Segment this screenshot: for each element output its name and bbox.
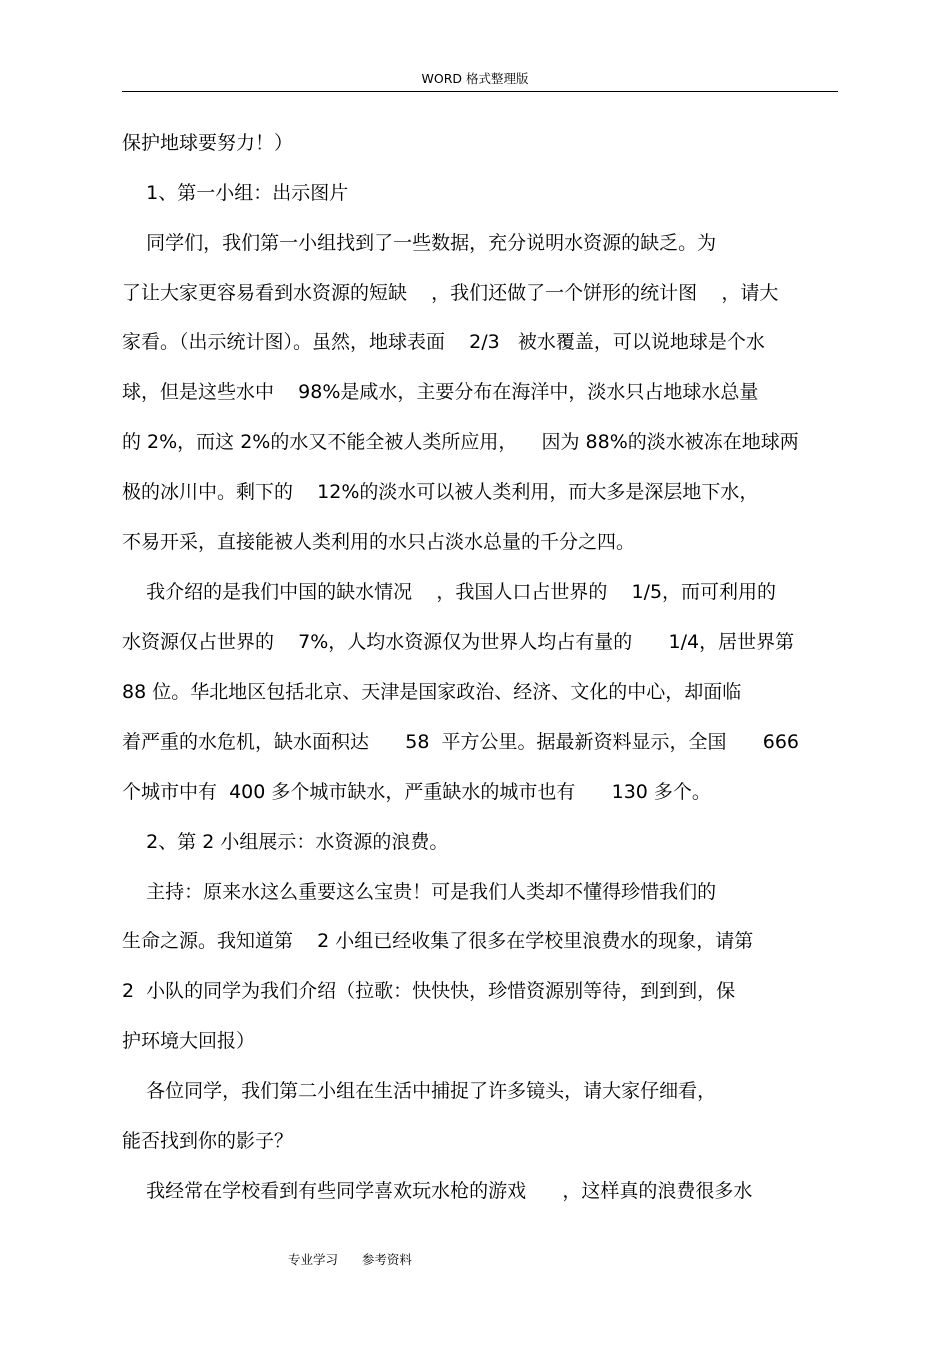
- text-line: 我经常在学校看到有些同学喜欢玩水枪的游戏 ，这样真的浪费很多水: [122, 1180, 753, 1202]
- text-line: 着严重的水危机，缺水面积达 58 平方公里。据最新资料显示，全国 666: [122, 731, 799, 753]
- page-footer: 专业学习 参考资料: [288, 1252, 412, 1267]
- text-line: 2、第 2 小组展示：水资源的浪费。: [122, 831, 449, 853]
- text-line: 水资源仅占世界的 7%，人均水资源仅为世界人均占有量的 1/4，居世界第: [122, 631, 795, 653]
- text-line: 不易开采，直接能被人类利用的水只占淡水总量的千分之四。: [122, 531, 636, 553]
- text-line: 生命之源。我知道第 2 小组已经收集了很多在学校里浪费水的现象，请第: [122, 930, 754, 952]
- text-line: 我介绍的是我们中国的缺水情况 ，我国人口占世界的 1/5，而可利用的: [122, 581, 777, 603]
- text-line: 球，但是这些水中 98%是咸水，主要分布在海洋中，淡水只占地球水总量: [122, 381, 759, 403]
- text-line: 同学们，我们第一小组找到了一些数据，充分说明水资源的缺乏。为: [122, 232, 717, 254]
- header-divider: [122, 91, 838, 92]
- text-line: 个城市中有 400 多个城市缺水，严重缺水的城市也有 130 多个。: [122, 781, 711, 803]
- text-line: 极的冰川中。剩下的 12%的淡水可以被人类利用，而大多是深层地下水，: [122, 481, 759, 503]
- text-line: 主持：原来水这么重要这么宝贵！可是我们人类却不懂得珍惜我们的: [122, 881, 717, 903]
- text-line: 各位同学，我们第二小组在生活中捕捉了许多镜头，请大家仔细看，: [122, 1080, 717, 1102]
- text-line: 护环境大回报）: [122, 1030, 256, 1052]
- text-line: 能否找到你的影子？: [122, 1130, 294, 1152]
- text-line: 88 位。华北地区包括北京、天津是国家政治、经济、文化的中心，却面临: [122, 681, 742, 703]
- text-line: 保护地球要努力！）: [122, 132, 294, 154]
- text-line: 了让大家更容易看到水资源的短缺 ，我们还做了一个饼形的统计图 ，请大: [122, 282, 779, 304]
- page-header-title: WORD 格式整理版: [421, 71, 529, 86]
- text-line: 家看。（出示统计图）。虽然，地球表面 2/3 被水覆盖，可以说地球是个水: [122, 331, 765, 353]
- text-line: 2 小队的同学为我们介绍（拉歌：快快快，珍惜资源别等待，到到到，保: [122, 980, 736, 1002]
- text-line: 的 2%，而这 2%的水又不能全被人类所应用， 因为 88%的淡水被冻在地球两: [122, 431, 799, 453]
- text-line: 1、第一小组：出示图片: [122, 182, 349, 204]
